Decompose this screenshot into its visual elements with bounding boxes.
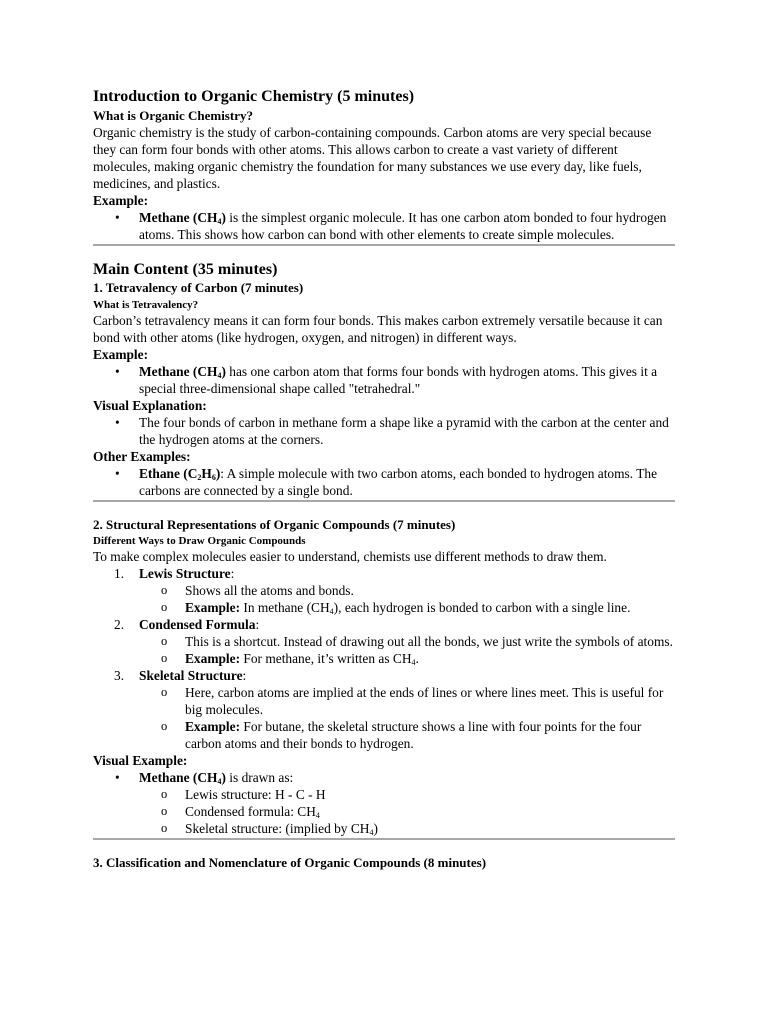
list-item: • The four bonds of carbon in methane form a shape like a pyramid with the carbon at the center and the hydrogen atoms at the corners.: [93, 414, 675, 448]
list-item: [93, 769, 675, 786]
s2-paragraph: To make complex molecules easier to understand, chemists use different methods to draw them.: [93, 549, 607, 564]
item-colon: :: [242, 668, 247, 683]
example-text: ), each hydrogen is bonded to carbon with a single line.: [333, 600, 631, 615]
subscript: 6: [211, 473, 216, 482]
s1-subheading: What is Tetravalency?: [93, 299, 199, 311]
sub-list-item: o Shows all the atoms and bonds.: [93, 582, 675, 599]
s1-other-list: [93, 465, 675, 499]
term-end: ): [221, 364, 226, 379]
main-title: Main Content (35 minutes): [93, 261, 278, 278]
bullet-text: is drawn as:: [225, 770, 294, 785]
subscript: 4: [369, 828, 374, 837]
section-divider: [93, 838, 675, 840]
list-item: [93, 667, 675, 684]
item-term: Skeletal Structure: [139, 668, 243, 683]
sub-list-item: [93, 718, 675, 752]
s1-other-label: Other Examples:: [93, 449, 191, 464]
item-colon: :: [230, 566, 235, 581]
term: Ethane (C: [139, 466, 198, 481]
term: H: [201, 466, 212, 481]
sub-item-text: Condensed formula: CH: [185, 804, 316, 819]
intro-subtitle: What is Organic Chemistry?: [93, 108, 253, 123]
s1-example-list: [93, 363, 675, 397]
example-text: For butane, the skeletal structure shows a line with four points for the four carbon atoms and their bonds to hydrogen.: [185, 719, 642, 751]
s2-visual-label: Visual Example:: [93, 753, 188, 768]
s1-visual-list: [93, 414, 675, 448]
term-end: ): [221, 210, 226, 225]
list-item: [93, 363, 675, 397]
intro-example-list: [93, 209, 675, 243]
example-label: Example:: [185, 600, 241, 615]
term: Methane (CH: [139, 364, 218, 379]
term-end: ): [215, 466, 221, 481]
subscript: 4: [217, 217, 222, 226]
example-label: Example:: [185, 651, 241, 666]
sub-item-text: Skeletal structure: (implied by CH: [185, 821, 370, 836]
subscript: 4: [217, 371, 222, 380]
item-number: 2.: [114, 617, 125, 632]
list-item: [93, 565, 675, 582]
s2-visual-list: [93, 769, 675, 837]
sub-list-item: o Lewis structure: H - C - H: [93, 786, 675, 803]
example-label: Example:: [185, 719, 241, 734]
intro-example-label: Example:: [93, 193, 149, 208]
sub-list-item: [93, 650, 675, 667]
sub-list-item: [93, 820, 675, 837]
sub-list-item: o Here, carbon atoms are implied at the ends of lines or where lines meet. This is useful for big molecules.: [93, 684, 675, 718]
s2-methods-list: [93, 565, 675, 752]
term-end: ): [221, 770, 226, 785]
s2-subheading: Different Ways to Draw Organic Compounds: [93, 535, 306, 547]
item-colon: :: [255, 617, 260, 632]
subscript: 4: [217, 777, 222, 786]
document-page: [93, 87, 675, 871]
sub-list-item: o This is a shortcut. Instead of drawing out all the bonds, we just write the symbols of atoms.: [93, 633, 675, 650]
bullet-text: is the simplest organic molecule. It has one carbon atom bonded to four hydrogen atoms. This shows how carbon can bond with other elements to create simple molecules.: [139, 210, 667, 242]
item-term: Lewis Structure: [139, 566, 231, 581]
s1-paragraph: Carbon’s tetravalency means it can form four bonds. This makes carbon extremely versatile because it can bond with other atoms (like hydrogen, oxygen, and nitrogen) in different ways.: [93, 313, 663, 345]
list-item: [93, 616, 675, 633]
s3-heading: 3. Classification and Nomenclature of Organic Compounds (8 minutes): [93, 855, 487, 870]
item-number: 1.: [114, 566, 125, 581]
s1-heading: 1. Tetravalency of Carbon (7 minutes): [93, 280, 304, 295]
intro-paragraph: Organic chemistry is the study of carbon-containing compounds. Carbon atoms are very special because they can form four bonds with other atoms. This allows carbon to create a vast variety of different molecules, making organic chemistry the foundation for many substances we use every day, like fuels, medicines, and plastics.: [93, 125, 652, 191]
s1-example-label: Example:: [93, 347, 149, 362]
item-term: Condensed Formula: [139, 617, 256, 632]
bullet-text: has one carbon atom that forms four bonds with hydrogen atoms. This gives it a special three-dimensional shape called "tetrahedral.": [139, 364, 658, 396]
example-text: .: [415, 651, 419, 666]
sub-list-item: [93, 599, 675, 616]
s1-visual-label: Visual Explanation:: [93, 398, 207, 413]
term: Methane (CH: [139, 210, 218, 225]
example-text: In methane (CH: [240, 600, 330, 615]
item-number: 3.: [114, 668, 125, 683]
section-divider: [93, 500, 675, 502]
subscript: 4: [315, 811, 320, 820]
section-divider: [93, 244, 675, 246]
list-item: [93, 209, 675, 243]
example-text: For methane, it’s written as CH: [240, 651, 412, 666]
list-item: [93, 465, 675, 499]
subscript: 4: [329, 607, 334, 616]
sub-list-item: [93, 803, 675, 820]
s2-heading: 2. Structural Representations of Organic Compounds (7 minutes): [93, 517, 456, 532]
intro-title: Introduction to Organic Chemistry (5 minutes): [93, 88, 415, 105]
sub-item-end: ): [373, 821, 378, 836]
term: Methane (CH: [139, 770, 218, 785]
bullet-text: : A simple molecule with two carbon atoms, each bonded to hydrogen atoms. The carbons are connected by a single bond.: [139, 466, 658, 498]
subscript: 4: [411, 658, 416, 667]
subscript: 2: [197, 473, 202, 482]
